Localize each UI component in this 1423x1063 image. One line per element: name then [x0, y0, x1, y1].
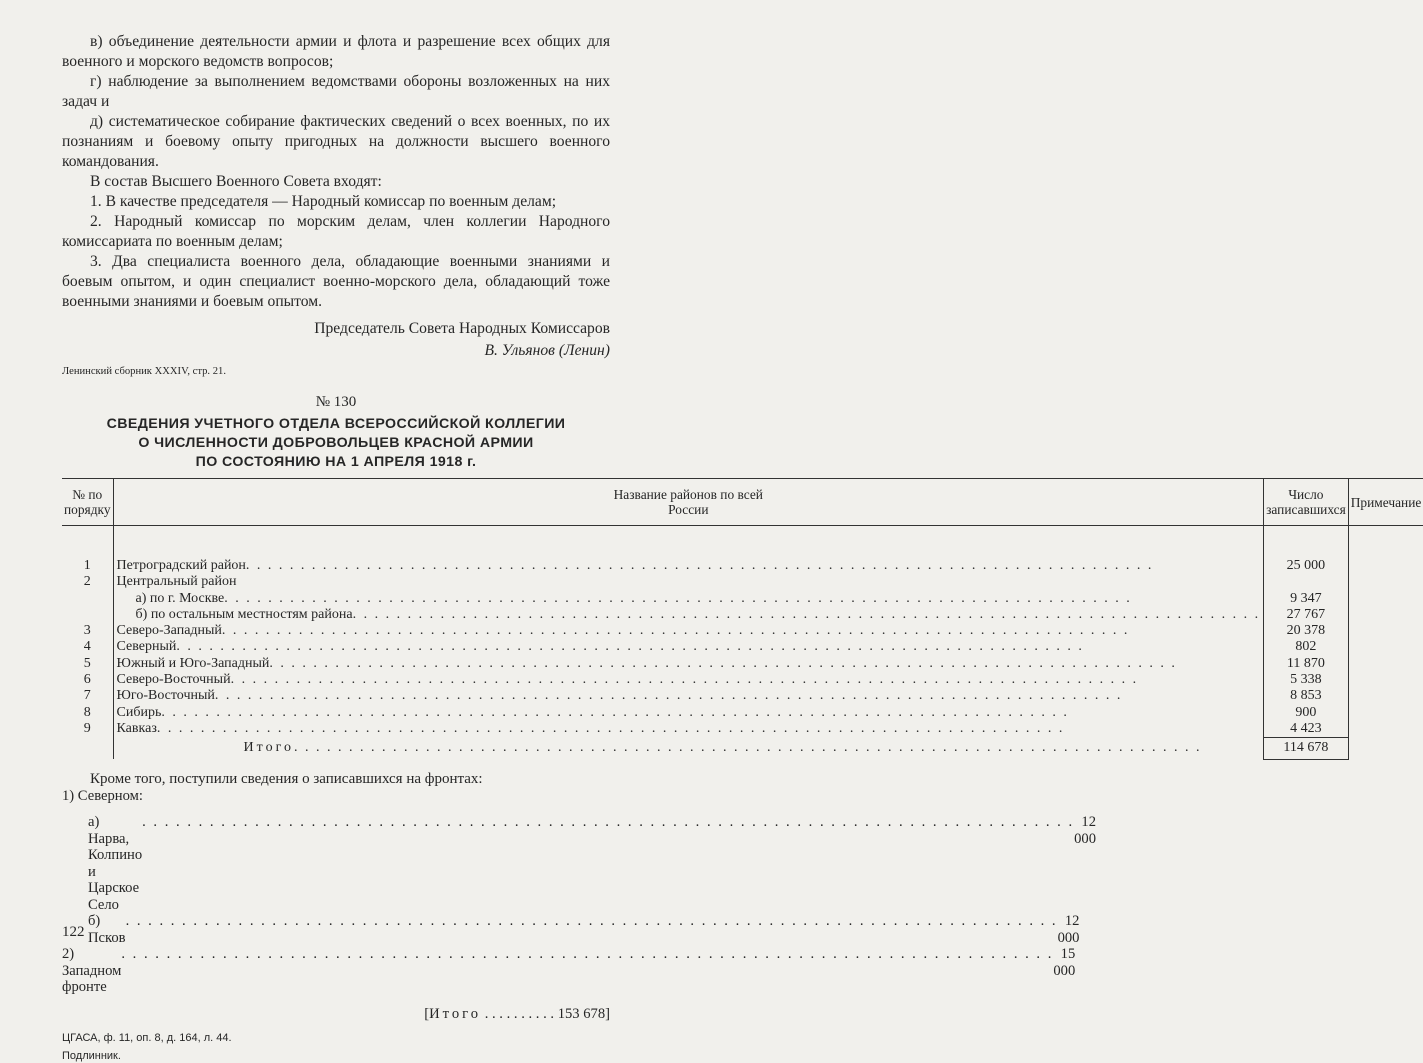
- fronts-lead: Кроме того, поступили сведения о записавшихся на фронтах:: [90, 770, 483, 787]
- fronts-row: а) Нарва, Колпино и Царское Село . . . 12 000: [62, 814, 610, 913]
- fronts-row: 2) Западном фронте . . . 15 000: [62, 946, 610, 996]
- total-label: Итого: [243, 739, 294, 755]
- fronts-north-label: 1) Северном:: [62, 787, 143, 804]
- fronts-row: б) Псков . . . 12 000: [62, 913, 610, 946]
- table-row: 3 Северо-Западный . . . 20 378: [62, 623, 1423, 639]
- volunteers-table: [62, 478, 1423, 760]
- total-value: 114 678: [1264, 738, 1349, 759]
- title-line: СВЕДЕНИЯ УЧЕТНОГО ОТДЕЛА ВСЕРОССИЙСКОЙ КОЛЛЕГИИ: [106, 416, 566, 432]
- page-number: 122: [62, 924, 85, 940]
- table-total-row: [62, 738, 1423, 759]
- table-row: 5 Южный и Юго-Западный . . . 11 870: [62, 656, 1423, 672]
- intro-item-g: г) наблюдение за выполнением ведомствами обороны возложенных на них задач и: [62, 73, 610, 110]
- table-row: 2 Центральный район: [62, 574, 1423, 590]
- page-content: [62, 32, 1422, 1063]
- header-region-text: Название районов по всей России: [613, 487, 763, 517]
- header-num: № по порядку: [62, 479, 113, 526]
- signature-title: Председатель Совета Народных Комиссаров: [314, 320, 610, 337]
- document-number: № 130: [315, 394, 357, 410]
- table-row: 7 Юго-Восточный . . . 8 853: [62, 688, 1423, 704]
- archive-note: Подлинник.: [62, 1049, 121, 1062]
- composition-lead: В состав Высшего Военного Совета входят:: [90, 173, 382, 190]
- title-line: ПО СОСТОЯНИЮ НА 1 АПРЕЛЯ 1918 г.: [195, 454, 477, 470]
- table-row: 1 Петроградский район . . . 25 000: [62, 558, 1423, 574]
- header-count: Число записавшихся: [1264, 479, 1349, 526]
- fronts-total: [Итого . . . . . . . . . . 153 678]: [424, 1005, 610, 1022]
- table-row: 4 Северный . . . 802: [62, 639, 1423, 655]
- composition-item-1: 1. В качестве председателя — Народный комиссар по военным делам;: [90, 193, 557, 210]
- intro-item-d: д) систематическое собирание фактических сведений о всех военных, по их познаниям и боевому опыту пригодных на должности высшего военного командования.: [62, 113, 610, 170]
- header-region: [113, 479, 1264, 526]
- source-ref: Ленинский сборник XXXIV, стр. 21.: [62, 366, 226, 377]
- archive-ref: ЦГАСА, ф. 11, оп. 8, д. 164, л. 44.: [62, 1031, 232, 1044]
- signature-name: В. Ульянов (Ленин): [484, 342, 610, 359]
- title-line: О ЧИСЛЕННОСТИ ДОБРОВОЛЬЦЕВ КРАСНОЙ АРМИИ: [138, 435, 534, 451]
- table-row: 6 Северо-Восточный . . . 5 338: [62, 672, 1423, 688]
- table-row: 9 Кавказ . . . 4 423: [62, 721, 1423, 738]
- composition-item-2: 2. Народный комиссар по морским делам, член коллегии Народного комиссариата по военным делам;: [62, 213, 610, 250]
- table-row: а) по г. Москве . . . 9 347: [62, 591, 1423, 607]
- table-row: 8 Сибирь . . . 900: [62, 705, 1423, 721]
- table-row: б) по остальным местностям района . . . 27 767: [62, 607, 1423, 623]
- intro-item-v: в) объединение деятельности армии и флота и разрешение всех общих для военного и морского ведомств вопросов;: [62, 33, 610, 70]
- document-title: [62, 415, 610, 472]
- header-note: Примечание: [1348, 479, 1423, 526]
- composition-item-3: 3. Два специалиста военного дела, обладающие военными знаниями и боевым опытом, и один специалист военно-морского дела, обладающий тоже военными знаниями и боевым опытом.: [62, 253, 610, 310]
